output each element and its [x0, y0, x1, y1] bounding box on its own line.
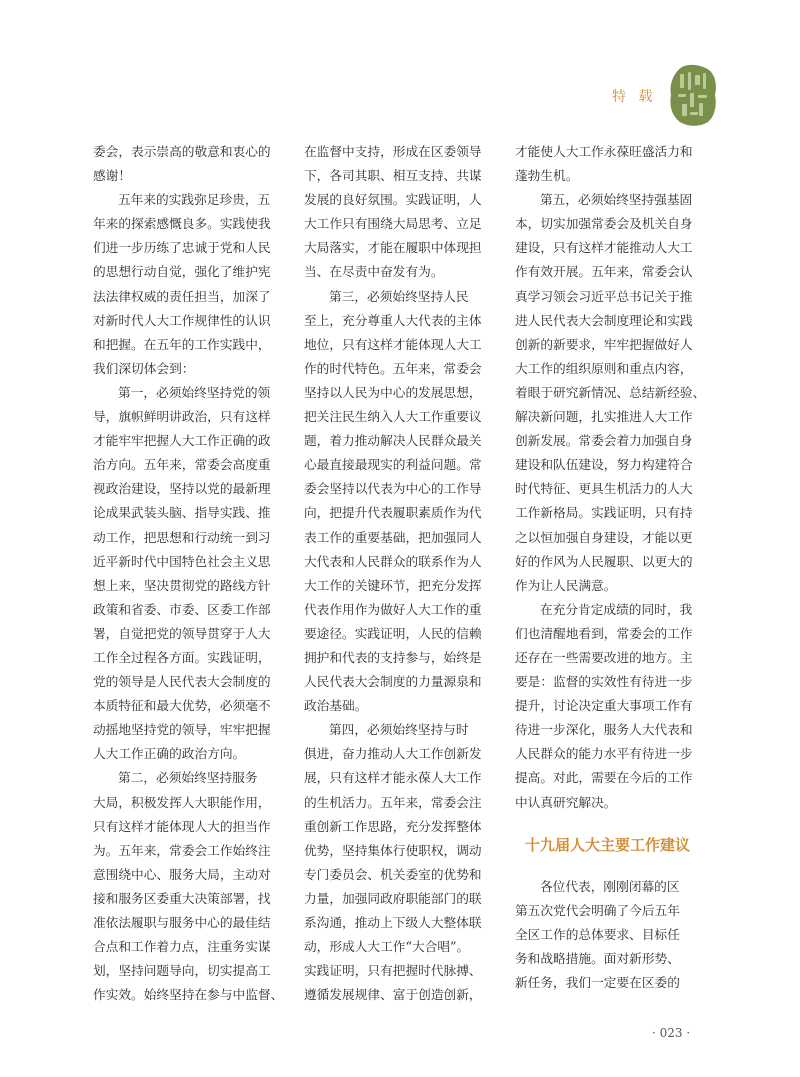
- text-line: 动，形成人大工作“大合唱”。: [304, 939, 470, 955]
- text-line: 作实效。始终坚持在参与中监督、: [93, 987, 284, 1003]
- text-line: 本，切实加强常委会及机关自身: [515, 216, 693, 232]
- text-line: 的生机活力。五年来，常委会注: [304, 794, 482, 810]
- text-line: 把关注民生纳入人大工作重要议: [304, 409, 482, 425]
- text-line: 蓬勃生机。: [515, 168, 579, 184]
- text-line: 论成果武装头脑、指导实践、推: [93, 505, 271, 521]
- text-line: 大工作的关键环节，把充分发挥: [304, 577, 482, 593]
- text-line: 力量，加强同政府职能部门的联: [304, 890, 482, 906]
- text-column-2: [304, 140, 489, 1007]
- text-line: 法法律权威的责任担当，加深了: [93, 288, 271, 304]
- text-line: 动工作，把思想和行动统一到习: [93, 529, 271, 545]
- text-line: 遵循发展规律、富于创造创新，: [304, 987, 482, 1003]
- text-line: 党的领导是人民代表大会制度的: [93, 674, 271, 690]
- text-line: 创新的新要求，牢牢把握做好人: [515, 336, 693, 352]
- text-line: 作的时代特色。五年来，常委会: [304, 360, 482, 376]
- text-line: 才能牢牢把握人大工作正确的政: [93, 433, 271, 449]
- decorative-seal-icon: [668, 64, 718, 126]
- text-line: 题，着力推动解决人民群众最关: [304, 433, 482, 449]
- text-line: 为。五年来，常委会工作始终注: [93, 842, 271, 858]
- text-line: 准依法履职与服务中心的最佳结: [93, 915, 271, 930]
- text-line: 至上，充分尊重人大代表的主体: [304, 312, 482, 328]
- text-line: 第四，必须始终坚持与时: [329, 722, 469, 738]
- text-line: 下，各司其职、相互支持、共谋: [304, 168, 482, 184]
- text-line: 新任务，我们一定要在区委的: [515, 975, 680, 990]
- text-line: 着眼于研究新情况、总结新经验、: [515, 384, 706, 400]
- text-line: 本质特征和最大优势，必须毫不: [93, 698, 271, 714]
- section-heading: 十九届人大主要工作建议: [525, 835, 691, 854]
- text-line: 地位，只有这样才能体现人大工: [304, 336, 482, 352]
- text-line: 委会坚持以代表为中心的工作导: [304, 481, 482, 497]
- text-line: 全区工作的总体要求、目标任: [515, 926, 680, 942]
- text-line: 待进一步深化，服务人大代表和: [515, 722, 693, 738]
- text-line: 重创新工作思路，充分发挥整体: [304, 818, 482, 834]
- text-line: 俱进，奋力推动人大工作创新发: [304, 746, 482, 762]
- text-line: 接和服务区委重大决策部署，找: [93, 890, 271, 906]
- text-line: 政治基础。: [304, 698, 368, 714]
- text-line: 我们深切体会到：: [93, 360, 195, 376]
- text-line: 在充分肯定成绩的同时，我: [540, 601, 693, 617]
- text-line: 们进一步历练了忠诚于党和人民: [93, 240, 271, 256]
- text-line: 意围绕中心、服务大局，主动对: [93, 866, 271, 882]
- text-line: 拥护和代表的支持参与，始终是: [304, 649, 482, 665]
- text-line: 优势，坚持集体行使职权，调动: [304, 842, 482, 858]
- text-line: 大工作的组织原则和重点内容，: [515, 360, 693, 376]
- text-line: 建设和队伍建设，努力构建符合: [515, 457, 693, 473]
- text-line: 委会，表示崇高的敬意和衷心的: [93, 144, 271, 159]
- text-line: 提高。对此，需要在今后的工作: [515, 770, 693, 786]
- text-line: 发展的良好氛围。实践证明，人: [304, 192, 482, 208]
- text-line: 展，只有这样才能永葆人大工作: [304, 770, 482, 786]
- text-line: 时代特征、更具生机活力的人大: [515, 481, 693, 497]
- text-line: 的思想行动自觉，强化了维护宪: [93, 264, 271, 280]
- page-number: · 023 ·: [652, 1026, 691, 1040]
- text-line: 在监督中支持，形成在区委领导: [304, 144, 482, 159]
- text-line: 解决新问题，扎实推进人大工作: [515, 409, 693, 425]
- text-line: 近平新时代中国特色社会主义思: [93, 553, 271, 569]
- text-line: 大工作只有围绕大局思考、立足: [304, 216, 482, 232]
- text-line: 合点和工作着力点，注重务实谋: [93, 939, 271, 955]
- text-line: 还存在一些需要改进的地方。主: [515, 649, 693, 665]
- text-line: 创新发展。常委会着力加强自身: [515, 433, 693, 449]
- text-line: 视政治建设，坚持以党的最新理: [93, 481, 271, 497]
- text-column-3: [515, 140, 706, 995]
- text-line: 年来的探索感慨良多。实践使我: [93, 216, 271, 232]
- text-line: 人民代表大会制度的力量源泉和: [304, 674, 482, 690]
- text-line: 大局落实，才能在履职中体现担: [304, 240, 482, 256]
- text-line: 大代表和人民群众的联系作为人: [304, 553, 482, 569]
- text-line: 务和战略措施。面对新形势、: [515, 950, 680, 966]
- text-line: 对新时代人大工作规律性的认识: [93, 312, 271, 328]
- text-line: 署，自觉把党的领导贯穿于人大: [93, 625, 271, 641]
- text-line: 建设，只有这样才能推动人大工: [515, 240, 693, 256]
- text-line: 好的作风为人民履职、以更大的: [515, 553, 693, 569]
- text-line: 人大工作正确的政治方向。: [93, 746, 246, 762]
- text-line: 心最直接最现实的利益问题。常: [304, 457, 482, 473]
- text-line: 进人民代表大会制度理论和实践: [515, 312, 693, 328]
- text-line: 第五次党代会明确了今后五年: [515, 902, 680, 918]
- section-label: 特 载: [612, 89, 657, 105]
- text-line: 要是：监督的实效性有待进一步: [515, 674, 693, 690]
- text-line: 表工作的重要基础，把加强同人: [304, 529, 482, 545]
- text-line: 之以恒加强自身建设，才能以更: [515, 529, 693, 545]
- text-line: 人民群众的能力水平有待进一步: [515, 746, 693, 762]
- text-line: 只有这样才能体现人大的担当作: [93, 818, 271, 834]
- text-line: 作有效开展。五年来，常委会认: [515, 264, 693, 280]
- text-line: 系沟通，推动上下级人大整体联: [304, 915, 482, 930]
- text-line: 第二，必须始终坚持服务: [118, 770, 258, 786]
- text-line: 们也清醒地看到，常委会的工作: [515, 625, 693, 641]
- text-line: 导，旗帜鲜明讲政治，只有这样: [93, 409, 271, 425]
- text-line: 各位代表，刚刚闭幕的区: [540, 878, 680, 894]
- text-line: 坚持以人民为中心的发展思想，: [304, 384, 482, 400]
- text-line: 动摇地坚持党的领导，牢牢把握: [93, 722, 271, 738]
- text-line: 和把握。在五年的工作实践中，: [93, 336, 271, 352]
- text-line: 工作新格局。实践证明，只有持: [515, 505, 693, 521]
- text-line: 第五，必须始终坚持强基固: [540, 192, 693, 208]
- text-line: 五年来的实践弥足珍贵，五: [118, 192, 271, 208]
- text-line: 要途径。实践证明，人民的信赖: [304, 625, 482, 641]
- text-line: 当、在尽责中奋发有为。: [304, 264, 444, 280]
- text-line: 作为让人民满意。: [515, 577, 617, 593]
- text-line: 第一，必须始终坚持党的领: [118, 384, 271, 400]
- text-line: 真学习领会习近平总书记关于推: [515, 288, 693, 304]
- text-line: 中认真研究解决。: [515, 794, 617, 810]
- text-line: 代表作用作为做好人大工作的重: [304, 601, 482, 617]
- text-line: 想上来，坚决贯彻党的路线方针: [93, 577, 271, 593]
- text-line: 第三，必须始终坚持人民: [329, 288, 469, 304]
- text-line: 感谢！: [93, 168, 132, 184]
- text-line: 向，把提升代表履职素质作为代: [304, 505, 482, 521]
- text-line: 大局，积极发挥人大职能作用，: [93, 794, 271, 810]
- text-column-1: [93, 140, 284, 1007]
- text-line: 实践证明，只有把握时代脉搏、: [304, 963, 482, 979]
- text-line: 政策和省委、市委、区委工作部: [93, 601, 271, 617]
- text-line: 专门委员会、机关委室的优势和: [304, 866, 482, 882]
- text-line: 才能使人大工作永葆旺盛活力和: [515, 144, 693, 159]
- text-line: 治方向。五年来，常委会高度重: [93, 457, 271, 473]
- text-line: 提升，讨论决定重大事项工作有: [515, 698, 693, 714]
- text-line: 划，坚持问题导向，切实提高工: [93, 963, 271, 979]
- text-line: 工作全过程各方面。实践证明，: [93, 649, 271, 665]
